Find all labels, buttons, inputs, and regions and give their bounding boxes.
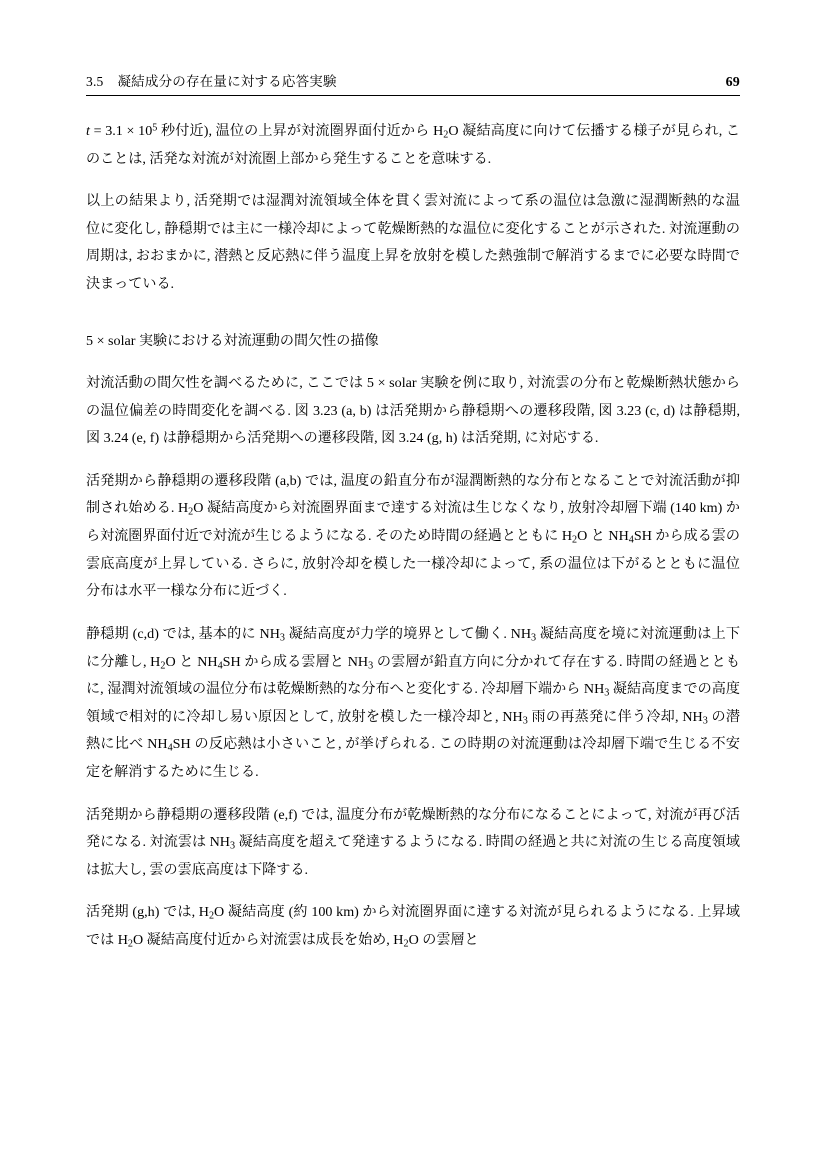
- subsection-heading: 5 × solar 実験における対流運動の間欠性の描像: [86, 332, 379, 349]
- paragraph: 活発期から静穏期の遷移段階 (a,b) では, 温度の鉛直分布が湿潤断熱的な分布となることで対流活動が抑制され始める. $H_2O$ 凝結高度から対流圏界面まで達する対流は生じなくなり, 放射冷却層下端 (140 km) から対流圏界面付近で対流が生じるようになる. そのため時間の経過とともに $H_2O$ と $NH_4SH$ から成る雲の雲底高度が上昇している. さらに, 放射冷却を模した一様冷却によって, 系の温位は下がるとともに温位分布は水平一様な分布に近づく.: [86, 472, 740, 600]
- paragraph: 対流活動の間欠性を調べるために, ここでは 5 × solar 実験を例に取り, 対流雲の分布と乾燥断熱状態からの温位偏差の時間変化を調べる. 図 3.23 (a, b) は活発期から静穏期への遷移段階, 図 3.23 (c, d) は静穏期, 図 3.24 (e, f) は静穏期から活発期への遷移段階, 図 3.24 (g, h) は活発期, に対応する.: [86, 375, 740, 447]
- paragraph: 活発期から静穏期の遷移段階 (e,f) では, 温度分布が乾燥断熱的な分布になることによって, 対流が再び活発になる. 対流雲は $NH_3$ 凝結高度を超えて発達するようになる. 時間の経過と共に対流の生じる高度領域は拡大し, 雲の雲底高度は下降する.: [86, 806, 740, 878]
- page-content: [86, 70, 740, 970]
- paragraph: 以上の結果より, 活発期では湿潤対流領域全体を貫く雲対流によって系の温位は急激に湿潤断熱的な温位に変化し, 静穏期では主に一様冷却によって乾燥断熱的な温位に変化することが示された. 対流運動の周期は, おおまかに, 潜熱と反応熱に伴う温度上昇を放射を模した熱強制で解消するまでに必要な時間で決まっている.: [86, 193, 740, 293]
- page-number: 69: [725, 75, 740, 90]
- section-number: 3.5: [86, 74, 104, 89]
- header-rule: [86, 95, 740, 96]
- running-head: [86, 70, 740, 91]
- paragraph: $t = 3.1 \times 10^5$ 秒付近), 温位の上昇が対流圏界面付近から $H_2O$ 凝結高度に向けて伝播する様子が見られ, このことは, 活発な対流が対流圏上部から発生することを意味する.: [86, 122, 740, 167]
- body-text: [86, 118, 740, 955]
- paragraph: 静穏期 (c,d) では, 基本的に $NH_3$ 凝結高度が力学的境界として働く. $NH_3$ 凝結高度を境に対流運動は上下に分離し, $H_2O$ と $NH_4SH$ から成る雲層と $NH_3$ の雲層が鉛直方向に分かれて存在する. 時間の経過とともに, 湿潤対流領域の温位分布は乾燥断熱的な分布へと変化する. 冷却層下端から $NH_3$ 凝結高度までの高度領域で相対的に冷却し易い原因として, 放射を模した一様冷却と, $NH_3$ 雨の再蒸発に伴う冷却, $NH_3$ の潜熱に比べ $NH_4SH$ の反応熱は小さいこと, が挙げられる. この時期の対流運動は冷却層下端で生じる不安定を解消するために生じる.: [86, 625, 740, 780]
- running-head-left: [86, 70, 337, 90]
- section-title: 凝結成分の存在量に対する応答実験: [117, 74, 337, 89]
- paragraph: 活発期 (g,h) では, $H_2O$ 凝結高度 (約 100 km) から対流圏界面に達する対流が見られるようになる. 上昇域では $H_2O$ 凝結高度付近から対流雲は成長を始め, $H_2O$ の雲層と: [86, 904, 740, 950]
